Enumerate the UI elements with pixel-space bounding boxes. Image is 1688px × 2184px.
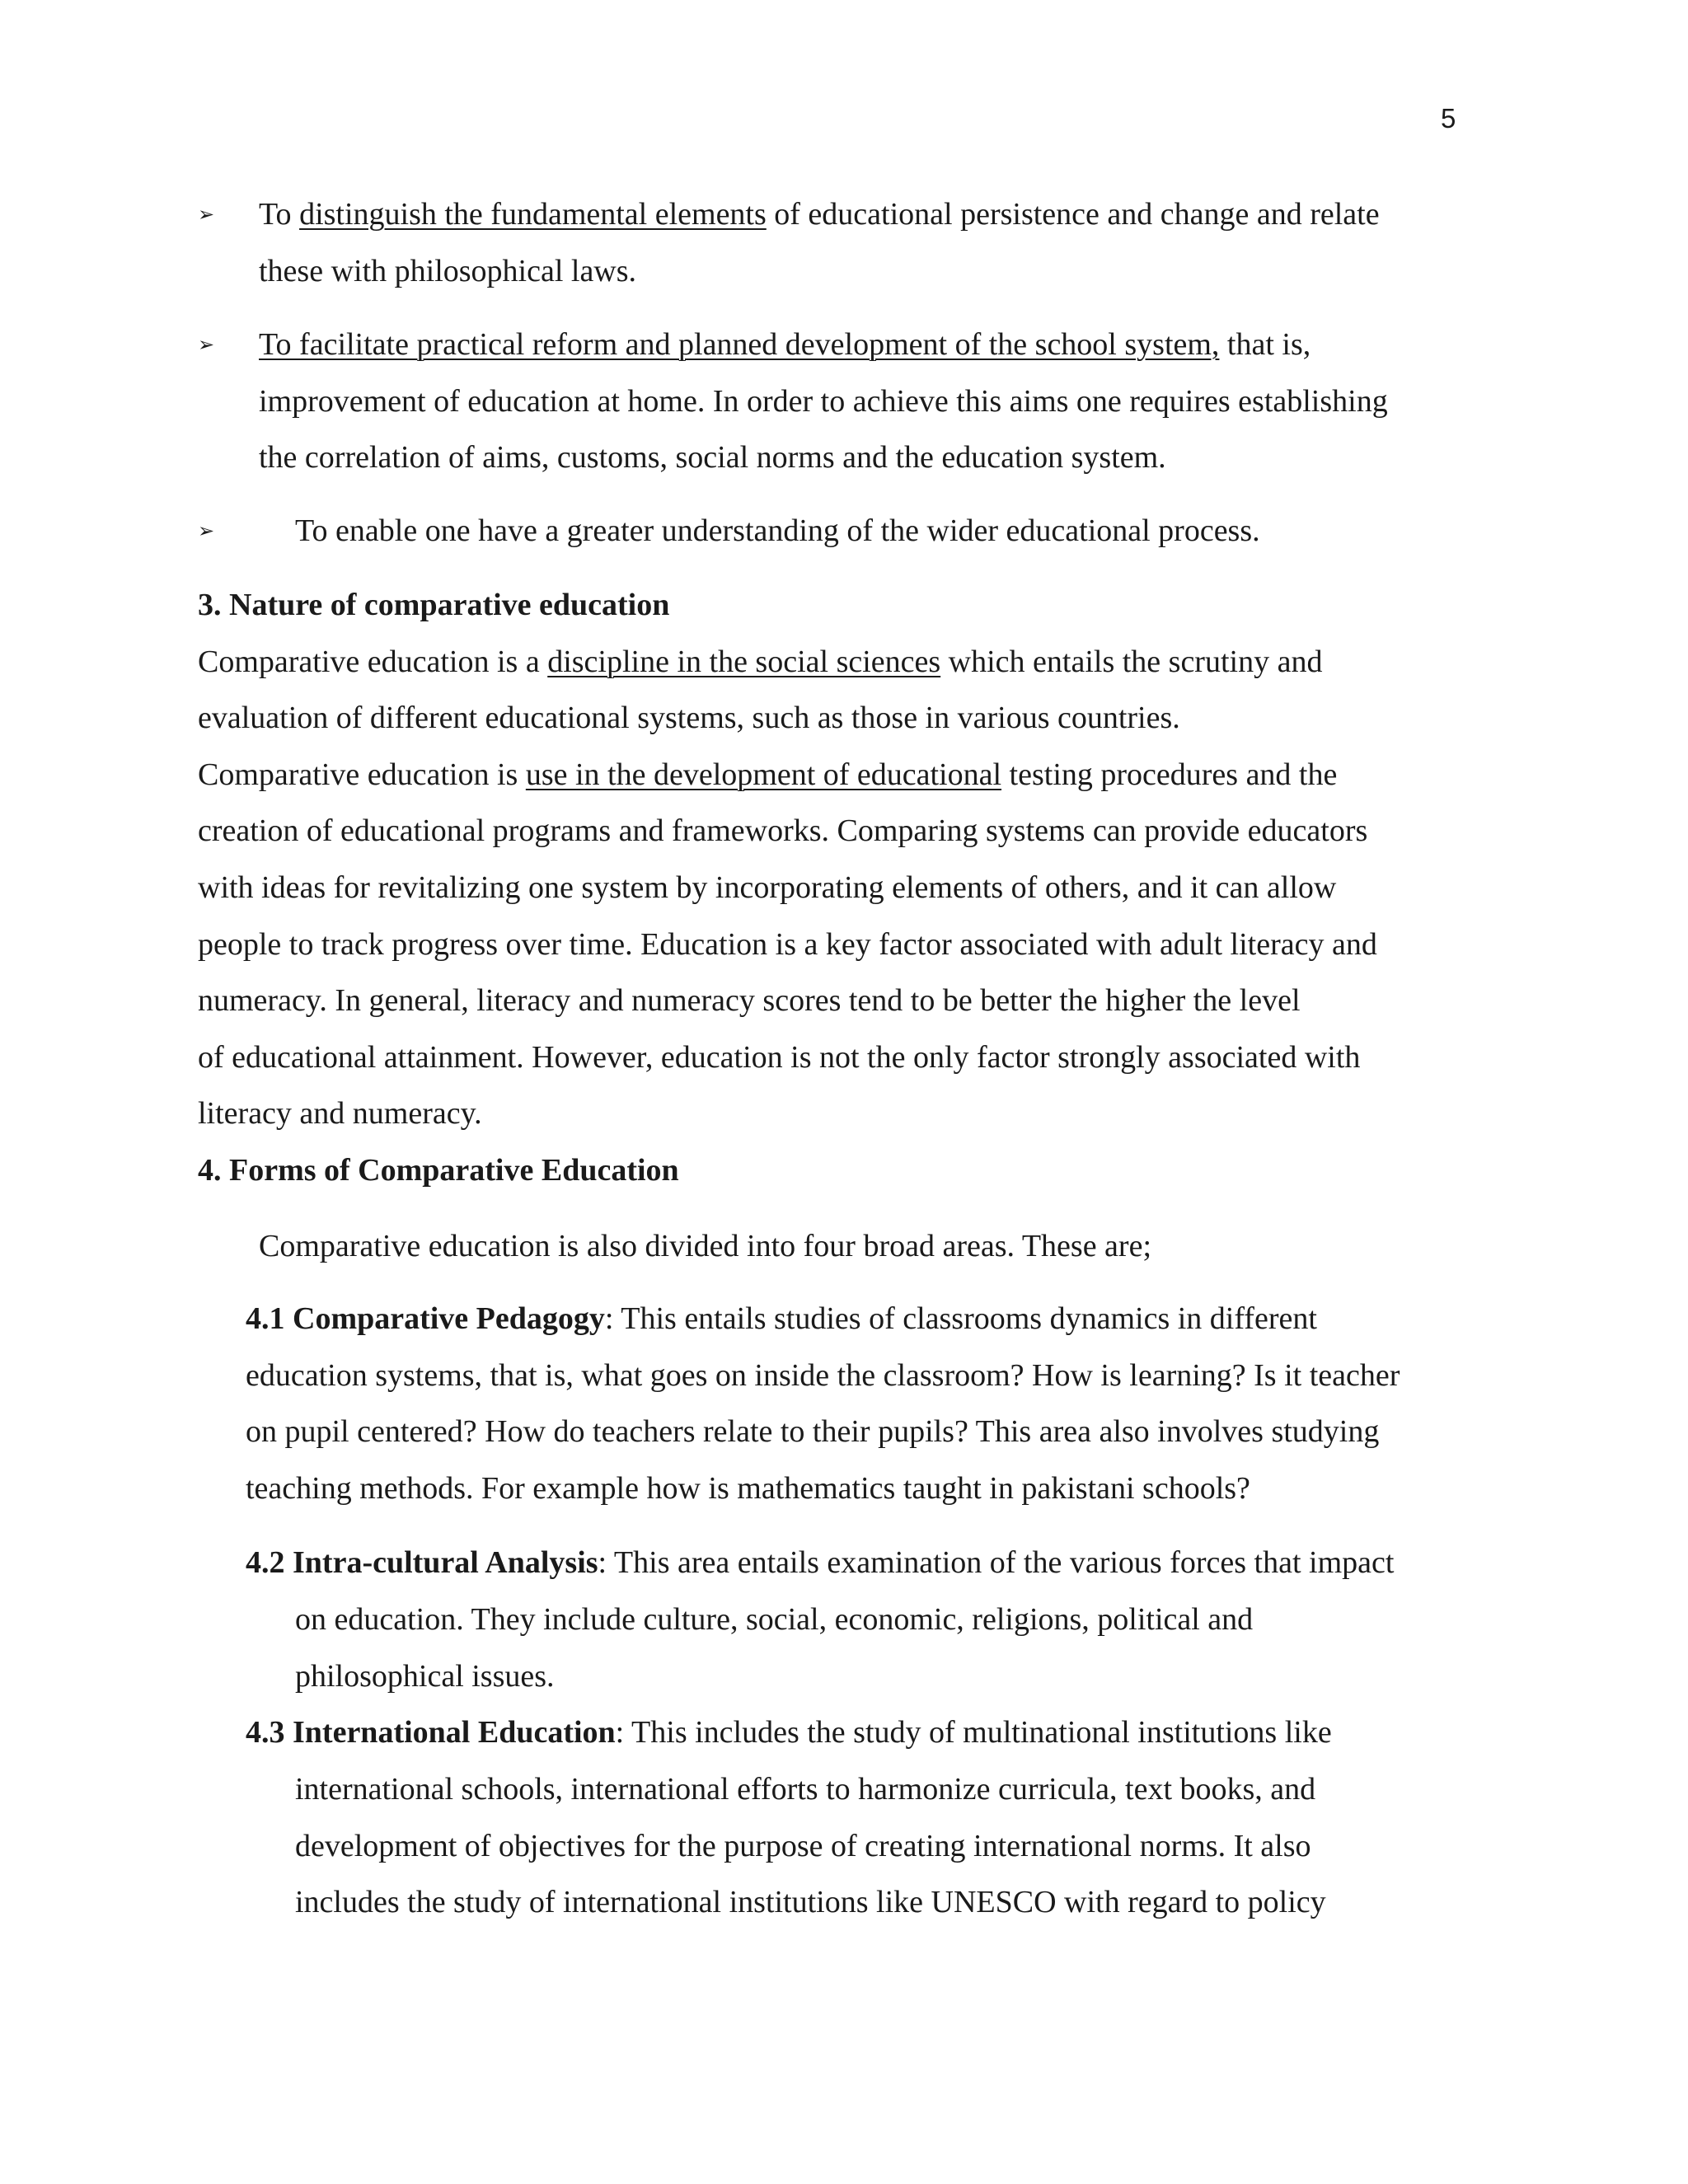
text-line: 4.1 Comparative Pedagogy: This entails studies of classrooms dynamics in different bbox=[246, 1301, 1317, 1336]
section-3 bbox=[198, 577, 1377, 1199]
bullet-arrow-icon: ➢ bbox=[198, 203, 215, 226]
bullet-arrow-icon: ➢ bbox=[198, 519, 215, 542]
text-line: To facilitate practical reform and planned development of the school system, that is, bbox=[259, 327, 1311, 362]
text-line: improvement of education at home. In order to achieve this aims one requires establishing bbox=[259, 383, 1388, 419]
bullet-item-3 bbox=[295, 503, 1260, 560]
underlined-phrase: To facilitate practical reform and planned development of the school system, bbox=[259, 327, 1220, 362]
text-line: Comparative education is use in the development of educational testing procedures and the bbox=[198, 757, 1338, 792]
subsection-4-1 bbox=[246, 1291, 1400, 1516]
section-heading: 4. Forms of Comparative Education bbox=[198, 1152, 679, 1188]
text-line: numeracy. In general, literacy and numeracy scores tend to be better the higher the level bbox=[198, 983, 1301, 1019]
bullet-item-1 bbox=[259, 186, 1380, 299]
section-4-intro bbox=[259, 1218, 1151, 1275]
underlined-phrase: discipline in the social sciences bbox=[547, 644, 941, 679]
subsection-4-3 bbox=[246, 1704, 1332, 1761]
subsection-4-2 bbox=[246, 1535, 1394, 1591]
page-number: 5 bbox=[1441, 103, 1456, 134]
subsection-4-2-continued bbox=[295, 1591, 1253, 1704]
text-line: international schools, international efforts to harmonize curricula, text books, and bbox=[295, 1772, 1316, 1807]
text-line: the correlation of aims, customs, social norms and the education system. bbox=[259, 440, 1166, 476]
text-line: To enable one have a greater understanding of the wider educational process. bbox=[295, 513, 1260, 548]
section-heading: 3. Nature of comparative education bbox=[198, 588, 670, 622]
text-line: includes the study of international institutions like UNESCO with regard to policy bbox=[295, 1885, 1326, 1920]
text-line: Comparative education is also divided into four broad areas. These are; bbox=[259, 1229, 1151, 1263]
text-line: evaluation of different educational systems, such as those in various countries. bbox=[198, 701, 1180, 736]
bullet-item-2 bbox=[259, 316, 1388, 486]
text-line: development of objectives for the purpose of creating international norms. It also bbox=[295, 1828, 1311, 1863]
bullet-arrow-icon: ➢ bbox=[198, 333, 215, 356]
text-line: Comparative education is a discipline in the social sciences which entails the scrutiny and bbox=[198, 644, 1323, 679]
subsection-4-3-continued bbox=[295, 1761, 1326, 1931]
underlined-phrase: distinguish the fundamental elements bbox=[299, 197, 767, 232]
text-line: creation of educational programs and frameworks. Comparing systems can provide educators bbox=[198, 813, 1368, 849]
text-line: with ideas for revitalizing one system by incorporating elements of others, and it can allow bbox=[198, 869, 1337, 905]
text-line: philosophical issues. bbox=[295, 1658, 555, 1694]
underlined-phrase: use in the development of educational bbox=[525, 757, 1002, 792]
text-line: To distinguish the fundamental elements of educational persistence and change and relate bbox=[259, 197, 1380, 232]
text-line: on education. They include culture, social, economic, religions, political and bbox=[295, 1602, 1254, 1637]
text-line: of educational attainment. However, education is not the only factor strongly associated with bbox=[198, 1039, 1361, 1075]
text-line: teaching methods. For example how is mathematics taught in pakistani schools? bbox=[246, 1470, 1250, 1506]
text-line: literacy and numeracy. bbox=[198, 1096, 482, 1132]
subsection-label: 4.1 Comparative Pedagogy bbox=[246, 1301, 605, 1336]
text-line: these with philosophical laws. bbox=[259, 253, 637, 288]
text-line: on pupil centered? How do teachers relate to their pupils? This area also involves studying bbox=[246, 1414, 1380, 1450]
text-line: 4.2 Intra-cultural Analysis: This area entails examination of the various forces that impact bbox=[246, 1545, 1395, 1580]
text-line: education systems, that is, what goes on inside the classroom? How is learning? Is it teacher bbox=[246, 1357, 1400, 1393]
subsection-label: 4.2 Intra-cultural Analysis bbox=[246, 1545, 598, 1580]
subsection-label: 4.3 International Education bbox=[246, 1715, 616, 1750]
text-line: 4.3 International Education: This includes the study of multinational institutions like bbox=[246, 1715, 1332, 1750]
text-line: people to track progress over time. Education is a key factor associated with adult literacy and bbox=[198, 926, 1377, 962]
